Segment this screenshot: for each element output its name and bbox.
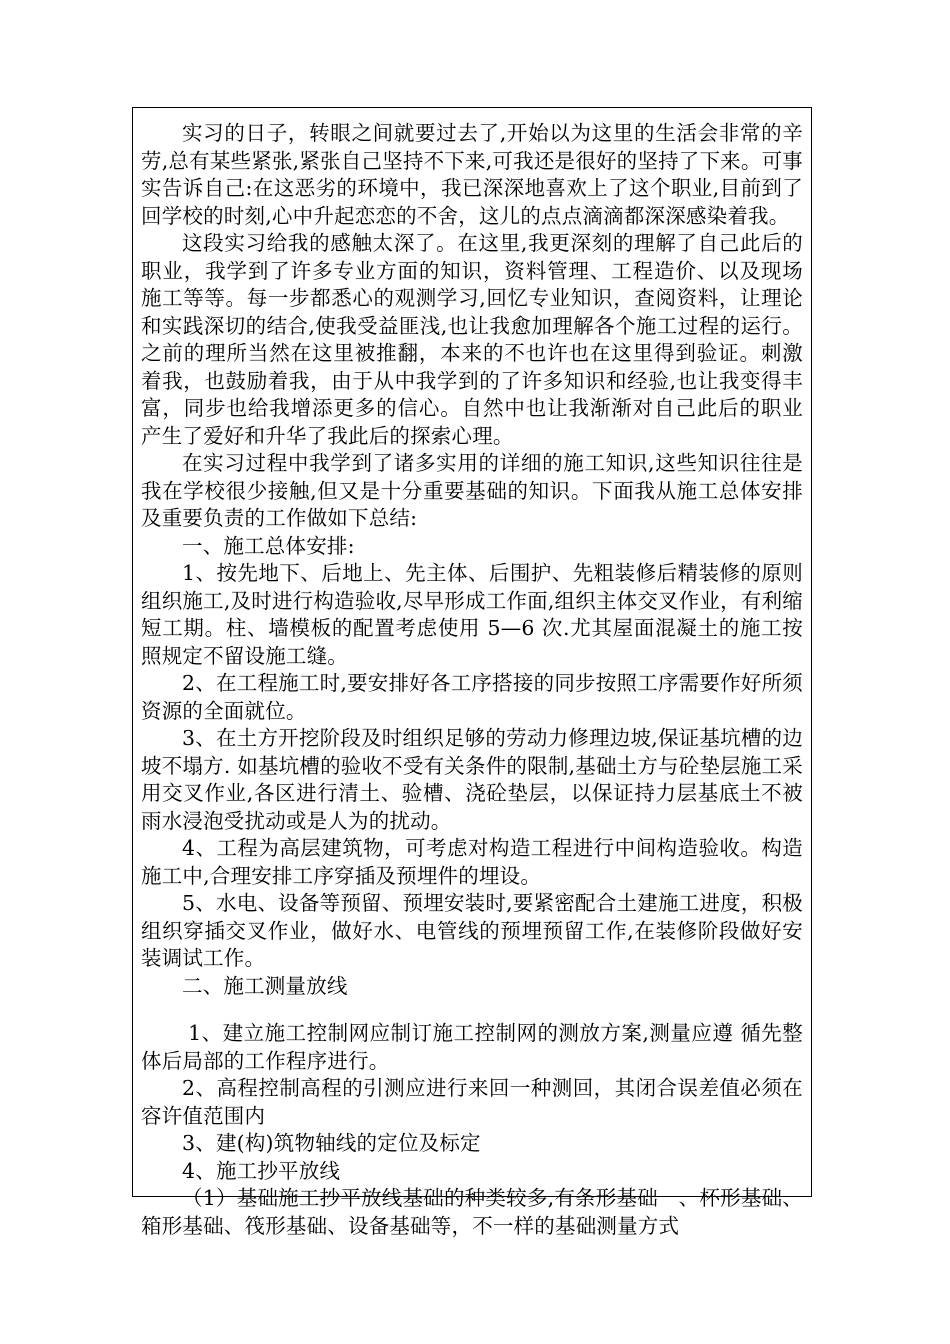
paragraph-survey-item-4: 4、施工抄平放线 — [182, 1158, 341, 1183]
paragraph-construction-knowledge: 在实习过程中我学到了诸多实用的详细的施工知识,这些知识往往是我在学校很少接触,但又是十分重要基础的知识。下面我从施工总体安排及重要负责的工作做如下总结: — [141, 451, 803, 530]
section-heading-overall-arrangement: 一、施工总体安排: — [182, 533, 355, 558]
paragraph-survey-item-1: 1、建立施工控制网应制订施工控制网的测放方案,测量应遵 循先整体后局部的工作程序进行。 — [141, 1021, 803, 1073]
document-body — [141, 120, 803, 1240]
paragraph-item-5: 5、水电、设备等预留、预埋安装时,要紧密配合土建施工进度，积极组织穿插交叉作业，做好水、电管线的预埋预留工作,在装修阶段做好安装调试工作。 — [141, 891, 803, 970]
paragraph-internship-feelings: 这段实习给我的感触太深了。在这里,我更深刻的理解了自己此后的职业，我学到了许多专业方面的知识，资料管理、工程造价、以及现场施工等等。每一步都悉心的观测学习,回忆专业知识，查阅资料，让理论和实践深切的结合,使我受益匪浅,也让我愈加理解各个施工过程的运行。之前的理所当然在这里被推翻，本来的不也许也在这里得到验证。刺激着我，也鼓励着我，由于从中我学到的了许多知识和经验,也让我变得丰富，同步也给我增添更多的信心。自然中也让我渐渐对自己此后的职业产生了爱好和升华了我此后的探索心理。 — [141, 231, 803, 448]
paragraph-item-2: 2、在工程施工时,要安排好各工序搭接的同步按照工序需要作好所须资源的全面就位。 — [141, 671, 803, 723]
paragraph-survey-item-2: 2、高程控制高程的引测应进行来回一种测回，其闭合误差值必须在容许值范围内 — [141, 1076, 803, 1128]
section-heading-surveying: 二、施工测量放线 — [182, 973, 348, 998]
document-frame — [132, 107, 812, 1238]
paragraph-item-3: 3、在土方开挖阶段及时组织足够的劳动力修理边坡,保证基坑槽的边坡不塌方. 如基坑槽的验收不受有关条件的限制,基础土方与砼垫层施工采用交叉作业,各区进行清土、验槽、浇砼垫层，以保证持力层基底土不被雨水浸泡受扰动或是人为的扰动。 — [141, 726, 803, 833]
paragraph-item-4: 4、工程为高层建筑物，可考虑对构造工程进行中间构造验收。构造施工中,合理安排工序穿插及预埋件的埋设。 — [141, 836, 803, 888]
paragraph-survey-item-3: 3、建(构)筑物轴线的定位及标定 — [182, 1131, 481, 1155]
paragraph-internship-summary: 实习的日子，转眼之间就要过去了,开始以为这里的生活会非常的辛劳,总有某些紧张,紧张自己坚持不下来,可我还是很好的坚持了下来。可事实告诉自己:在这恶劣的环境中，我已深深地喜欢上了这个职业,目前到了回学校的时刻,心中升起恋恋的不舍，这儿的点点滴滴都深深感染着我。 — [141, 121, 803, 228]
paragraph-item-1: 1、按先地下、后地上、先主体、后围护、先粗装修后精装修的原则组织施工,及时进行构造验收,尽早形成工作面,组织主体交叉作业，有利缩短工期。柱、墙模板的配置考虑使用 5—6 次.尤其屋面混凝土的施工按照规定不留设施工缝。 — [141, 561, 803, 668]
paragraph-survey-subitem-1: （1）基础施工抄平放线基础的种类较多,有条形基础 、杯形基础、箱形基础、筏形基础、设备基础等，不一样的基础测量方式 — [141, 1186, 803, 1238]
